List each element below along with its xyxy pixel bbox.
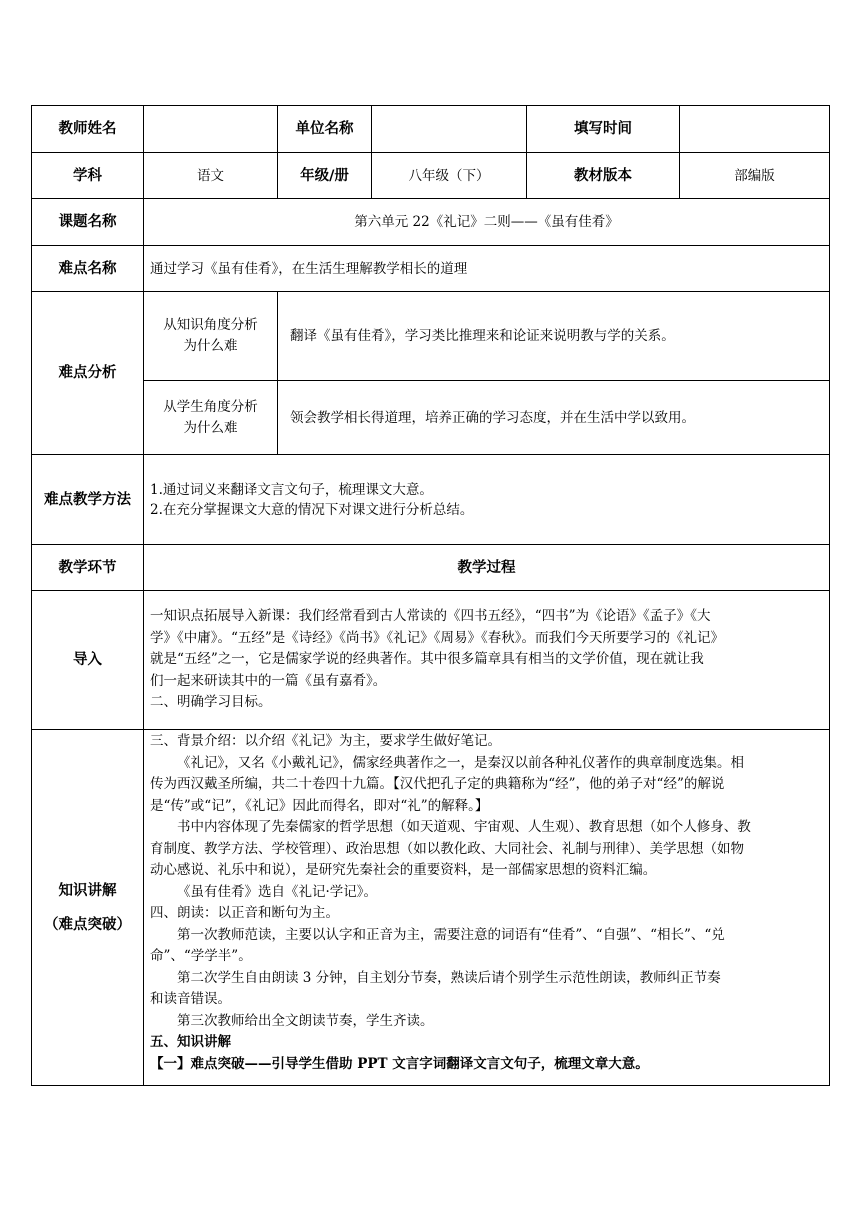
knowledge-subheading: 【一】难点突破——引导学生借助 PPT 文言字词翻译文言文句子，梳理文章大意。 [150, 1055, 649, 1072]
intro-label: 导入 [32, 591, 144, 730]
textbook-version-label: 教材版本 [527, 153, 680, 199]
intro-line: 一知识点拓展导入新课：我们经常看到古人常读的《四书五经》，“四书”为《论语》《孟子》《大 [150, 608, 711, 625]
subject-value: 语文 [144, 153, 278, 199]
teaching-process-header: 教学过程 [144, 545, 830, 591]
knowledge-line: 《礼记》，又名《小戴礼记》，儒家经典著作之一，是秦汉以前各种礼仪著作的典章制度选集。相 [177, 754, 744, 771]
method-item-2: 2.在充分掌握课文大意的情况下对课文进行分析总结。 [150, 501, 474, 518]
textbook-version-value: 部编版 [680, 153, 830, 199]
knowledge-line: 命”、“学学半”。 [150, 948, 252, 964]
knowledge-label-line1: 知识讲解 [58, 882, 117, 899]
teaching-method-value [144, 455, 830, 545]
knowledge-line: 和读音错误。 [150, 991, 231, 1007]
lesson-plan-table [31, 105, 830, 1086]
knowledge-line: 书中内容体现了先秦儒家的哲学思想（如天道观、宇宙观、人生观）、教育思想（如个人修身、教 [177, 819, 751, 835]
difficulty-analysis-label: 难点分析 [32, 292, 144, 455]
unit-name-value [372, 106, 527, 153]
teacher-name-value [144, 106, 278, 153]
knowledge-line: 动心感说、礼乐中和说），是研究先秦社会的重要资料，是一部儒家思想的资料汇编。 [150, 862, 657, 878]
student-angle-text: 领会教学相长得道理，培养正确的学习态度，并在生活中学以致用。 [278, 381, 830, 455]
knowledge-angle-label-line2: 为什么难 [183, 338, 238, 354]
knowledge-line: 传为西汉戴圣所编，共二十卷四十九篇。【汉代把孔子定的典籍称为“经”，他的弟子对“经”的解说 [150, 776, 725, 792]
lesson-title-value: 第六单元 22《礼记》二则——《虽有佳肴》 [144, 199, 830, 246]
knowledge-line: 第二次学生自由朗读 3 分钟，自主划分节奏，熟读后请个别学生示范性朗读，教师纠正节奏 [177, 969, 721, 986]
student-angle-label [144, 381, 278, 455]
knowledge-angle-label [144, 292, 278, 381]
knowledge-line: 三、背景介绍：以介绍《礼记》为主，要求学生做好笔记。 [150, 733, 501, 749]
difficulty-name-label: 难点名称 [32, 246, 144, 292]
knowledge-angle-text: 翻译《虽有佳肴》，学习类比推理来和论证来说明教与学的关系。 [278, 292, 830, 381]
teacher-name-label: 教师姓名 [32, 106, 144, 153]
difficulty-name-value: 通过学习《虽有佳肴》，在生活生理解教学相长的道理 [144, 246, 830, 292]
knowledge-content [144, 730, 830, 1086]
knowledge-label-line2: （难点突破） [44, 916, 131, 933]
subject-label: 学科 [32, 153, 144, 199]
student-angle-label-line1: 从学生角度分析 [163, 398, 258, 415]
knowledge-line: 育制度、教学方法、学校管理）、政治思想（如以教化政、大同社会、礼制与刑律）、美学思想（如物 [150, 840, 744, 857]
intro-line: 们一起来研读其中的一篇《虽有嘉肴》。 [150, 672, 387, 689]
fill-time-value [680, 106, 830, 153]
knowledge-line: 《虽有佳肴》选自《礼记·学记》。 [177, 883, 378, 900]
grade-value: 八年级（下） [372, 153, 527, 199]
unit-name-label: 单位名称 [278, 106, 372, 153]
intro-line: 学》《中庸》。“五经”是《诗经》《尚书》《礼记》《周易》《春秋》。而我们今天所要学习的《礼记》 [150, 629, 725, 646]
knowledge-section-heading: 五、知识讲解 [150, 1034, 231, 1050]
method-item-1: 1.通过词义来翻译文言文句子，梳理课文大意。 [150, 481, 433, 498]
knowledge-line: 第三次教师给出全文朗读节奏，学生齐读。 [177, 1012, 434, 1029]
knowledge-line: 是“传”或“记”，《礼记》因此而得名，即对“礼”的解释。】 [150, 797, 489, 814]
grade-label: 年级/册 [278, 153, 372, 199]
lesson-title-label: 课题名称 [32, 199, 144, 246]
knowledge-line: 第一次教师范读，主要以认字和正音为主，需要注意的词语有“佳肴”、“自强”、“相长”、“兑 [177, 926, 725, 943]
teaching-stage-header: 教学环节 [32, 545, 144, 591]
knowledge-line: 四、朗读：以正音和断句为主。 [150, 905, 339, 921]
teaching-method-label: 难点教学方法 [32, 455, 144, 545]
intro-line: 就是“五经”之一，它是儒家学说的经典著作。其中很多篇章具有相当的文学价值，现在就让我 [150, 651, 704, 668]
knowledge-angle-label-line1: 从知识角度分析 [163, 317, 258, 333]
fill-time-label: 填写时间 [527, 106, 680, 153]
student-angle-label-line2: 为什么难 [183, 419, 238, 436]
knowledge-label [32, 730, 144, 1086]
intro-line: 二、明确学习目标。 [150, 694, 272, 711]
intro-content [144, 591, 830, 730]
